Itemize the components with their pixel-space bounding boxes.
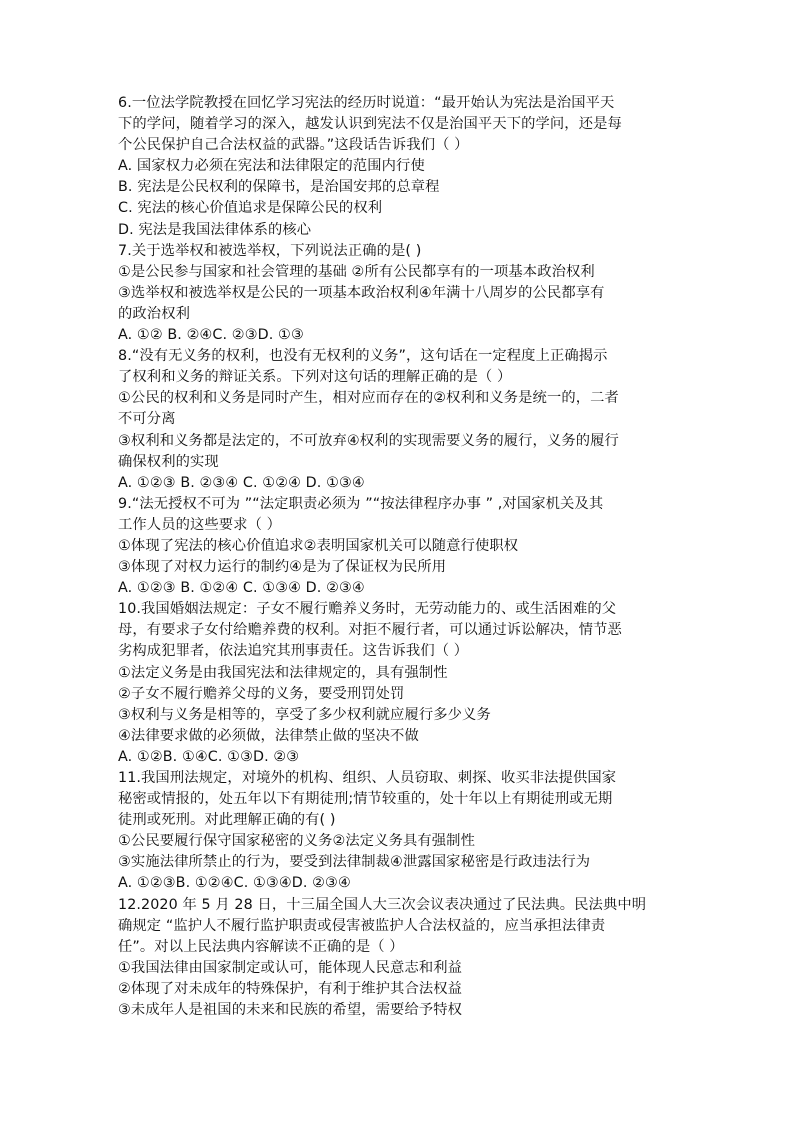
text-line: ①是公民参与国家和社会管理的基础 ②所有公民都享有的一项基本政治权利: [118, 263, 595, 280]
text-line: 个公民保护自己合法权益的武器。”这段话告诉我们（ ）: [118, 137, 469, 154]
text-line: 6.一位法学院教授在回忆学习宪法的经历时说道：“最开始认为宪法是治国平天: [118, 95, 615, 111]
text-line: 下的学问，随着学习的深入，越发认识到宪法不仅是治国平天下的学问，还是每: [118, 116, 622, 133]
text-line: ①我国法律由国家制定或认可，能体现人民意志和利益: [118, 959, 463, 976]
text-line: 母，有要求子女付给赡养费的权利。对拒不履行者，可以通过诉讼解决，情节恶: [118, 622, 622, 639]
text-line: D. 宪法是我国法律体系的核心: [118, 221, 312, 238]
text-line: ③选举权和被选举权是公民的一项基本政治权利④年满十八周岁的公民都享有: [118, 284, 605, 301]
text-line: C. 宪法的核心价值追求是保障公民的权利: [118, 200, 383, 217]
text-line: 的政治权利: [118, 305, 190, 322]
text-line: ④法律要求做的必须做，法律禁止做的坚决不做: [118, 727, 419, 744]
text-line: ③未成年人是祖国的未来和民族的希望，需要给予特权: [118, 1002, 463, 1019]
text-line: ①公民的权利和义务是同时产生，相对应而存在的②权利和义务是统一的，二者: [118, 390, 619, 407]
text-line: 确保权利的实现: [118, 453, 219, 470]
text-line: ①公民要履行保守国家秘密的义务②法定义务具有强制性: [118, 833, 475, 850]
text-line: 确规定 “监护人不履行监护职责或侵害被监护人合法权益的，应当承担法律责: [118, 917, 606, 934]
text-line: 任”。对以上民法典内容解读不正确的是（ ）: [118, 938, 404, 955]
text-line: ③权利和义务都是法定的，不可放弃④权利的实现需要义务的履行，义务的履行: [118, 432, 619, 449]
text-line: ③实施法律所禁止的行为，要受到法律制裁④泄露国家秘密是行政违法行为: [118, 854, 591, 871]
text-line: A. ①②③B. ①②④C. ①③④D. ②③④: [118, 875, 351, 892]
text-line: 12.2020 年 5 月 28 日，十三届全国人大三次会议表决通过了民法典。民法典中明: [118, 896, 647, 913]
text-line: 11.我国刑法规定，对境外的机构、组织、人员窃取、刺探、收买非法提供国家: [118, 770, 617, 786]
text-line: ②体现了对未成年的特殊保护，有利于维护其合法权益: [118, 980, 463, 997]
text-line: 徒刑或死刑。对此理解正确的有( ): [118, 812, 336, 829]
text-line: 10.我国婚姻法规定：子女不履行赡养义务时，无劳动能力的、或生活困难的父: [118, 601, 617, 618]
text-line: ③体现了对权力运行的制约④是为了保证权为民所用: [118, 559, 447, 576]
text-line: 工作人员的这些要求（ ）: [118, 516, 282, 533]
text-line: ③权利与义务是相等的，享受了多少权利就应履行多少义务: [118, 706, 491, 723]
text-line: A. 国家权力必须在宪法和法律限定的范围内行使: [118, 158, 425, 175]
text-line: 7.关于选举权和被选举权，下列说法正确的是( ): [118, 242, 422, 259]
text-line: 劣构成犯罪者，依法追究其刑事责任。这告诉我们（ ）: [118, 643, 469, 660]
text-line: ①法定义务是由我国宪法和法律规定的，具有强制性: [118, 664, 448, 681]
text-line: 9.“法无授权不可为 ”“法定职责必须为 ”“按法律程序办事 ” ,对国家机关及其: [118, 495, 604, 512]
text-line: A. ①②③ B. ①②④ C. ①③④ D. ②③④: [118, 580, 365, 597]
text-line: A. ①② B. ②④C. ②③D. ①③: [118, 327, 304, 344]
text-line: B. 宪法是公民权利的保障书，是治国安邦的总章程: [118, 179, 440, 196]
text-line: 8.“没有无义务的权利，也没有无权利的义务”，这句话在一定程度上正确揭示: [118, 348, 608, 365]
text-line: 不可分离: [118, 411, 176, 428]
question-text-block: [118, 93, 678, 1021]
text-line: 了权利和义务的辩证关系。下列对这句话的理解正确的是（ ）: [118, 369, 512, 386]
text-line: A. ①②③ B. ②③④ C. ①②④ D. ①③④: [118, 474, 365, 491]
text-line: 秘密或情报的，处五年以下有期徒刑;情节较重的，处十年以上有期徒刑或无期: [118, 791, 613, 808]
text-line: ②子女不履行赡养父母的义务，要受刑罚处罚: [118, 685, 405, 702]
text-line: ①体现了宪法的核心价值追求②表明国家机关可以随意行使职权: [118, 537, 519, 554]
text-line: A. ①②B. ①④C. ①③D. ②③: [118, 748, 300, 765]
